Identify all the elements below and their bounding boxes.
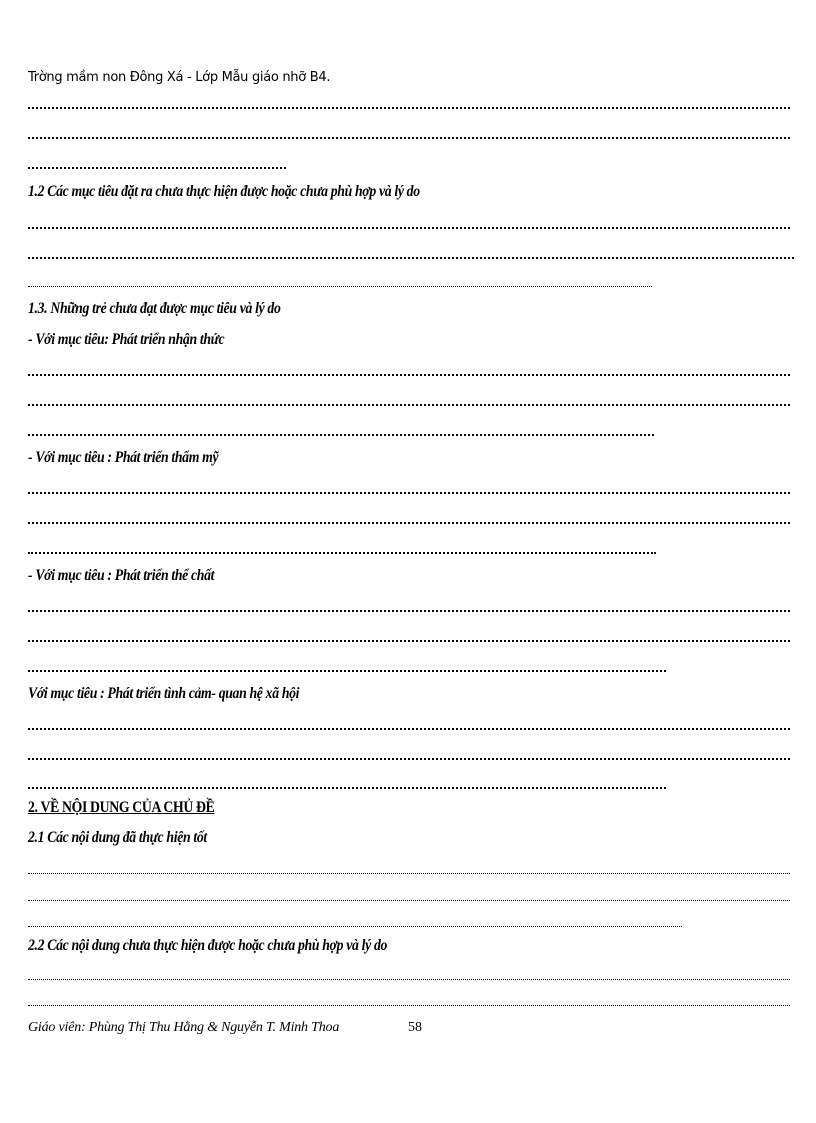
- footer-teachers: Giáo viên: Phùng Thị Thu Hằng & Nguyễn T. Minh Thoa: [28, 1020, 340, 1035]
- dotted-answer-line: [28, 610, 790, 612]
- section-heading-2: 2. VỀ NỘI DUNG CỦA CHỦ ĐỀ: [28, 799, 215, 816]
- dotted-answer-line: [28, 979, 790, 980]
- dotted-answer-line: [28, 137, 790, 139]
- goal-social-heading: Với mục tiêu : Phát triển tình cảm- quan hệ xã hội: [28, 685, 300, 702]
- goal-cognitive-heading: - Với mục tiêu: Phát triển nhận thức: [28, 331, 225, 348]
- section-heading-2-2: 2.2 Các nội dung chưa thực hiện được hoặc chưa phù hợp và lý do: [28, 937, 388, 954]
- page-header: Trờng mầm non Đông Xá - Lớp Mẫu giáo nhỡ B4.: [28, 70, 331, 85]
- section-heading-2-1: 2.1 Các nội dung đã thực hiện tốt: [28, 829, 207, 846]
- dotted-answer-line: [28, 787, 666, 789]
- dotted-answer-line: [28, 286, 652, 287]
- dotted-answer-line: [28, 728, 790, 730]
- section-heading-1-2: 1.2 Các mục tiêu đặt ra chưa thực hiện được hoặc chưa phù hợp và lý do: [28, 183, 420, 200]
- dotted-answer-line: [28, 257, 794, 259]
- dotted-answer-line: [28, 873, 790, 874]
- dotted-answer-line: [28, 107, 790, 109]
- dotted-answer-line: [28, 900, 790, 901]
- goal-aesthetic-heading: - Với mục tiêu : Phát triển thẩm mỹ: [28, 449, 219, 466]
- section-heading-1-3: 1.3. Những trẻ chưa đạt được mục tiêu và lý do: [28, 300, 281, 317]
- dotted-answer-line: [28, 404, 790, 406]
- dotted-answer-line: [28, 552, 656, 554]
- dotted-answer-line: [28, 227, 790, 229]
- dotted-answer-line: [28, 758, 790, 760]
- dotted-answer-line: [28, 492, 790, 494]
- dotted-answer-line: [28, 522, 790, 524]
- dotted-answer-line: [28, 1005, 790, 1006]
- goal-physical-heading: - Với mục tiêu : Phát triển thể chất: [28, 567, 215, 584]
- dotted-answer-line: [28, 167, 286, 169]
- dotted-answer-line: [28, 434, 654, 436]
- dotted-answer-line: [28, 926, 682, 927]
- dotted-answer-line: [28, 374, 790, 376]
- dotted-answer-line: [28, 640, 790, 642]
- dotted-answer-line: [28, 670, 666, 672]
- page-number: 58: [408, 1020, 422, 1035]
